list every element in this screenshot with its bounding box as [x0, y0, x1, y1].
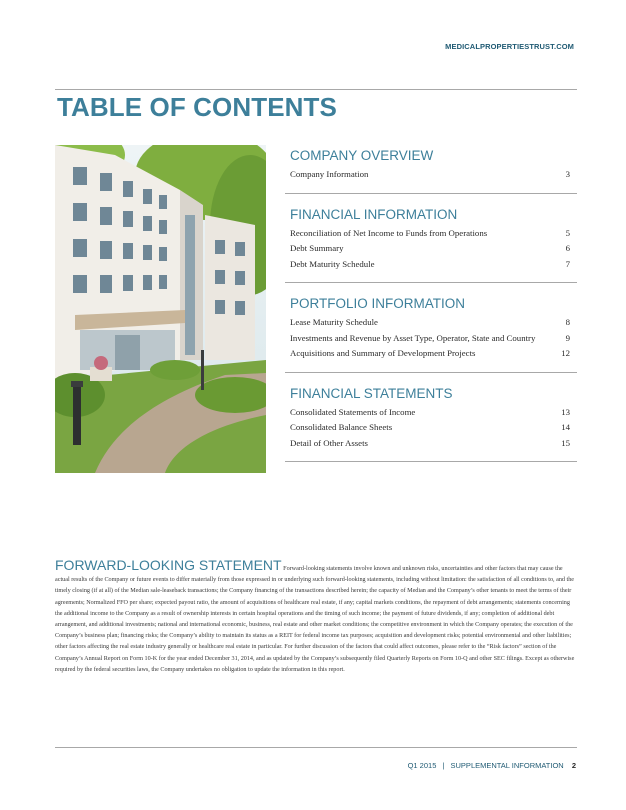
footer-doc-title: SUPPLEMENTAL INFORMATION: [450, 761, 564, 770]
toc-section-portfolio-information: [285, 293, 577, 373]
forward-looking-title: FORWARD-LOOKING STATEMENT: [55, 557, 282, 573]
toc-entry-page: 14: [561, 422, 570, 432]
toc-entry[interactable]: [285, 436, 577, 452]
toc-entry-page: 13: [561, 406, 570, 417]
toc-entry-page: 8: [565, 317, 570, 327]
toc-entry-page: 7: [565, 258, 570, 269]
toc-entry[interactable]: [285, 226, 577, 242]
toc-entry-label: Investments and Revenue by Asset Type, Operator, State and Country: [290, 332, 536, 343]
footer-quarter: Q1 2015: [407, 761, 437, 770]
page-number: 2: [571, 761, 576, 770]
toc-entry-page: 15: [561, 437, 570, 448]
toc-entry-label: Debt Summary: [290, 243, 344, 253]
toc-entry[interactable]: [285, 241, 577, 257]
forward-looking-text: Forward-looking statements involve known and unknown risks, uncertainties and other factors that may cause the actual results of the Company or future events to differ materially from those expressed in or underlying such forward-looking statements, including without limitation: the satisfaction of all conditions to, and the timely closing (if at all) of the Median sale-leaseback transactions; the Company financing of the transactions described herein; the capacity of Median and the Company’s other tenants to meet the terms of their agreements; Normalized FFO per share; expected payout ratio, the amount of acquisitions of healthcare real estate, if any; capital markets conditions, the repayment of debt arrangements; statements concerning the additional income to the Company as a result of ownership interests in certain hospital operations and the timing of such income; the payment of future dividends, if any; completion of additional debt arrangement, and additional investments; national and international economic, business, real estate and other market conditions; the competitive environment in which the Company operates; the execution of the Company’s business plan; financing risks; the Company’s ability to maintain its status as a REIT for federal income tax purposes; acquisition and development risks; potential environmental and other liabilities; other factors affecting the real estate industry generally or healthcare real estate in particular. For further discussion of the factors that could affect outcomes, please refer to the “Risk factors” section of the Company’s Annual Report on Form 10-K for the year ended December 31, 2014, and as updated by the Company’s subsequently filed Quarterly Reports on Form 10-Q and other SEC filings. Except as otherwise required by the federal securities laws, the Company undertakes no obligation to update the information in this report.: [55, 566, 575, 673]
page-title: TABLE OF CONTENTS: [57, 92, 337, 122]
toc-entry-page: 3: [565, 169, 570, 179]
toc: [285, 143, 577, 472]
toc-section-company-overview: [285, 145, 577, 194]
toc-section-financial-information: [285, 204, 577, 284]
toc-entry[interactable]: [285, 167, 577, 183]
toc-entry-label: Consolidated Statements of Income: [290, 406, 416, 417]
toc-entry-page: 6: [565, 243, 570, 253]
toc-entry-page: 12: [561, 348, 570, 358]
toc-entry[interactable]: [285, 405, 577, 421]
section-title: FINANCIAL INFORMATION: [290, 206, 458, 222]
toc-entry-label: Acquisitions and Summary of Development Projects: [290, 348, 476, 358]
forward-looking-statement: [55, 558, 577, 676]
toc-entry[interactable]: [285, 315, 577, 331]
header-rule: [55, 89, 577, 90]
toc-entry-label: Company Information: [290, 169, 369, 179]
toc-entry[interactable]: [285, 346, 577, 362]
footer-rule: [55, 747, 577, 748]
toc-entry-label: Detail of Other Assets: [290, 437, 368, 448]
toc-entry-label: Reconciliation of Net Income to Funds from Operations: [290, 227, 488, 238]
footer-separator: |: [442, 761, 445, 770]
toc-entry-page: 9: [565, 332, 570, 343]
toc-entry[interactable]: [285, 257, 577, 273]
toc-entry-label: Debt Maturity Schedule: [290, 258, 375, 269]
section-title: PORTFOLIO INFORMATION: [290, 296, 466, 311]
toc-entry[interactable]: [285, 331, 577, 347]
site-url: MEDICALPROPERTIESTRUST.COM: [445, 42, 574, 51]
page-footer: [408, 761, 576, 770]
building-photo: [55, 145, 266, 473]
section-title: COMPANY OVERVIEW: [290, 148, 434, 163]
toc-entry-label: Lease Maturity Schedule: [290, 317, 378, 327]
toc-section-financial-statements: [285, 383, 577, 463]
toc-entry-label: Consolidated Balance Sheets: [290, 422, 393, 432]
section-title: FINANCIAL STATEMENTS: [290, 385, 453, 401]
toc-entry[interactable]: [285, 420, 577, 436]
toc-entry-page: 5: [565, 227, 570, 238]
